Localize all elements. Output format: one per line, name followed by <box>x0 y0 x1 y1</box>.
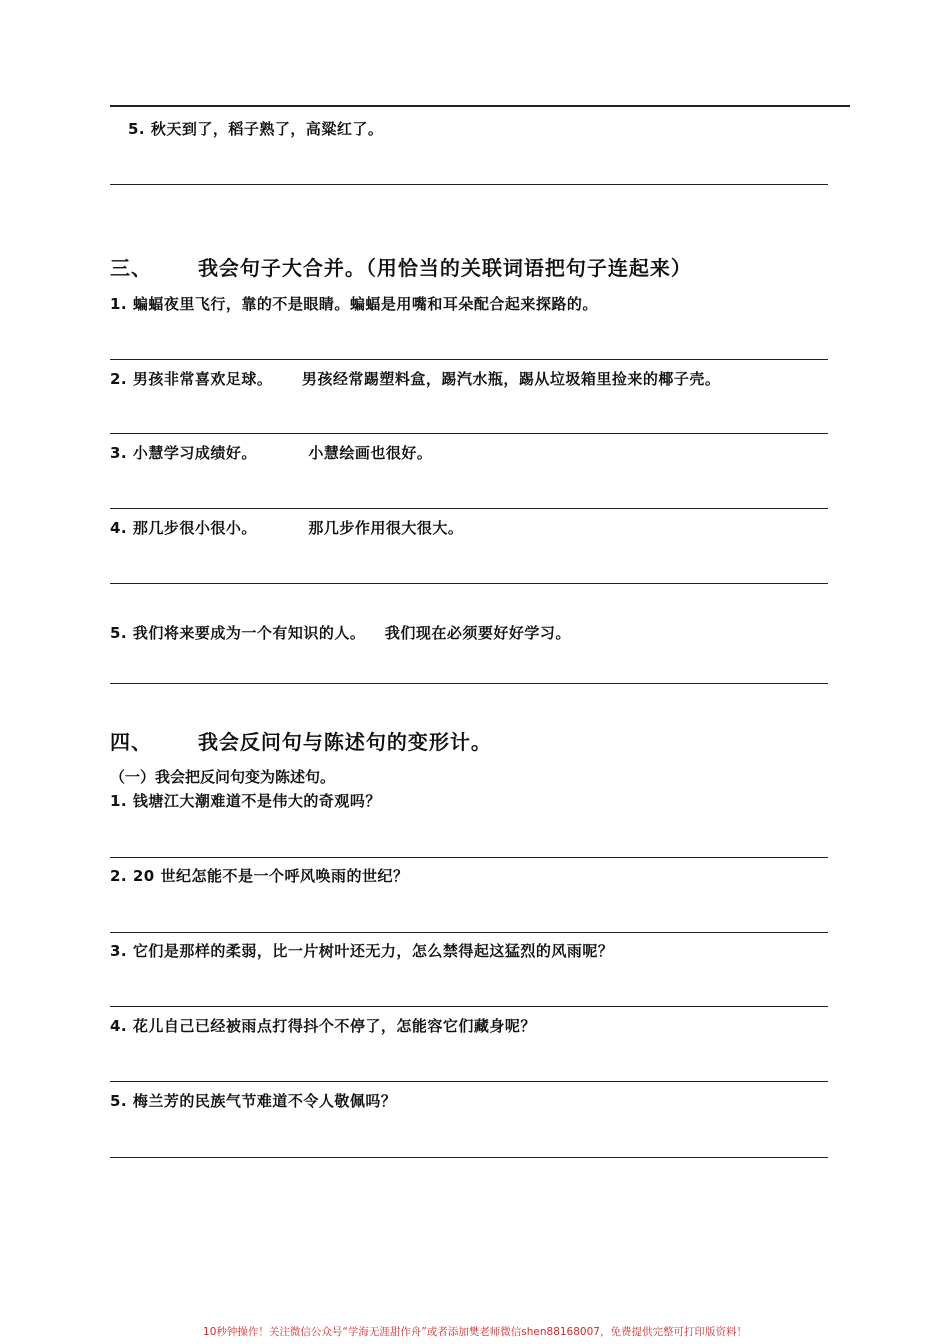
section3-title: 我会句子大合并。（用恰当的关联词语把句子连起来） <box>197 256 692 280</box>
section3-number: 三、 <box>110 256 152 280</box>
answer-line <box>110 359 828 360</box>
answer-line <box>110 1006 828 1007</box>
section4-subtitle: （一）我会把反问句变为陈述句。 <box>110 768 336 786</box>
answer-line <box>110 857 828 858</box>
footer-notice: 10秒钟操作！关注微信公众号“学海无涯甜作舟”或者添加樊老师微信shen88168007，免费提供完整可打印版资料！ <box>203 1326 747 1338</box>
section3-heading <box>110 252 692 281</box>
section3-question-3 <box>110 442 432 463</box>
section3-question-2 <box>110 368 720 389</box>
question-text-a: 5. 我们将来要成为一个有知识的人。 <box>110 624 366 642</box>
section4-question-4: 4. 花儿自己已经被雨点打得抖个不停了，怎能容它们藏身呢？ <box>110 1017 536 1035</box>
answer-line <box>110 184 828 185</box>
question-text-b: 小慧绘画也很好。 <box>308 444 433 462</box>
question-text: 1. 蝙蝠夜里飞行，靠的不是眼睛。蝙蝠是用嘴和耳朵配合起来探路的。 <box>110 295 598 313</box>
section4-title: 我会反问句与陈述句的变形计。 <box>197 730 492 754</box>
top-rule <box>110 105 850 107</box>
section3-question-4 <box>110 517 463 538</box>
answer-line <box>110 583 828 584</box>
section4-heading <box>110 726 492 755</box>
question-text-b: 男孩经常踢塑料盒，踢汽水瓶，踢从垃圾箱里捡来的椰子壳。 <box>301 370 721 388</box>
question-text-b: 那几步作用很大很大。 <box>308 519 464 537</box>
question-text-a: 4. 那几步很小很小。 <box>110 519 257 537</box>
prev-question-5: 5. 秋天到了，稻子熟了，高粱红了。 <box>128 120 384 138</box>
section3-question-1 <box>110 293 598 314</box>
question-text-a: 2. 男孩非常喜欢足球。 <box>110 370 273 388</box>
section4-question-5: 5. 梅兰芳的民族气节难道不令人敬佩吗？ <box>110 1092 397 1110</box>
section4-number: 四、 <box>110 730 152 754</box>
question-text-a: 3. 小慧学习成绩好。 <box>110 444 257 462</box>
answer-line <box>110 508 828 509</box>
answer-line <box>110 1157 828 1158</box>
answer-line <box>110 1081 828 1082</box>
answer-line <box>110 683 828 684</box>
answer-line <box>110 932 828 933</box>
section4-question-1: 1. 钱塘江大潮难道不是伟大的奇观吗？ <box>110 792 381 810</box>
section3-question-5 <box>110 622 571 643</box>
section4-question-3: 3. 它们是那样的柔弱，比一片树叶还无力，怎么禁得起这猛烈的风雨呢？ <box>110 942 614 960</box>
answer-line <box>110 433 828 434</box>
section4-question-2: 2. 20 世纪怎能不是一个呼风唤雨的世纪？ <box>110 867 409 885</box>
question-text-b: 我们现在必须要好好学习。 <box>384 624 571 642</box>
